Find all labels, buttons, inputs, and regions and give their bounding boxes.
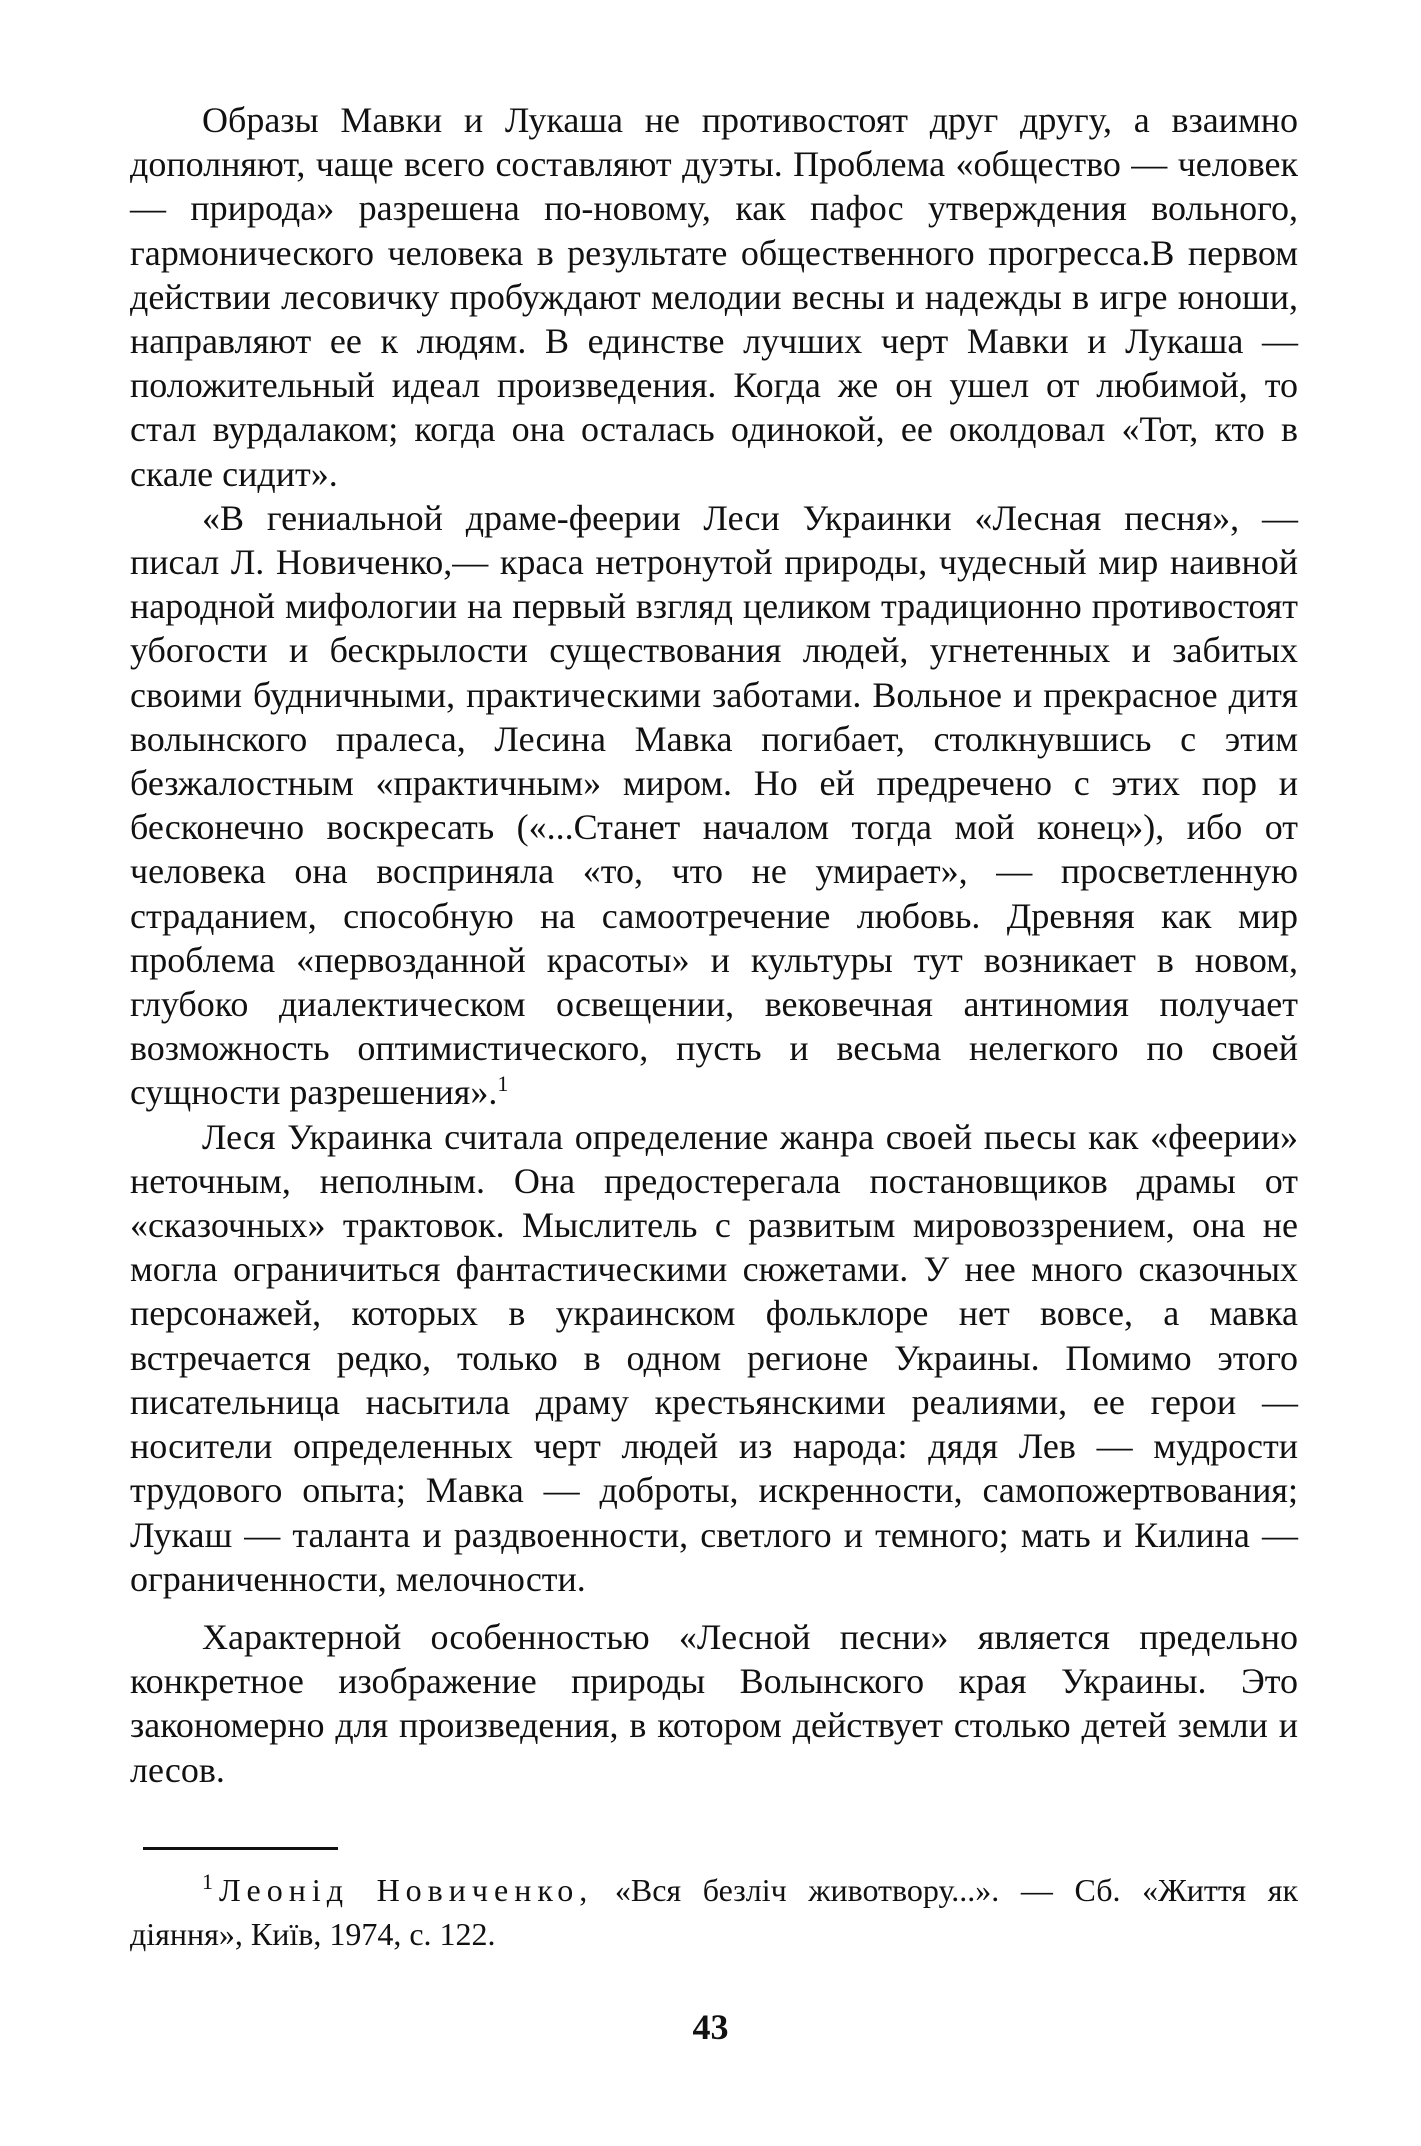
footnote-number: 1	[202, 1869, 213, 1895]
paragraph-3	[130, 1115, 1298, 1601]
paragraph-3-text: Леся Украинка считала определение жанра своей пьесы как «феерии» неточным, неполным. Она предостерегала постановщиков драмы от «сказочных» трактовок. Мыслитель с развитым мировоззрением, она не могла ограничиться фантастическими сюжетами. У нее много сказочных персонажей, которых в украинском фольклоре нет вовсе, а мавка встречается редко, только в одном регионе Украины. Помимо этого писательница насытила драму крестьянскими реалиями, ее герои — носители определенных черт людей из народа: дядя Лев — мудрости трудового опыта; Мавка — доброты, искренности, самопожертвования; Лукаш — таланта и раздвоенности, светлого и темного; мать и Килина — ограниченности, мелочности.	[130, 1116, 1298, 1599]
footnote	[130, 1868, 1298, 1956]
paragraph-1	[130, 98, 1298, 496]
paragraph-2	[130, 496, 1298, 1115]
footnote-text: «Вся безліч животвору...». — Сб. «Життя як діяння», Київ, 1974, с. 122.	[130, 1872, 1299, 1952]
footnote-divider	[143, 1847, 338, 1850]
paragraph-4-text: Характерной особенностью «Лесной песни» является предельно конкретное изображение природы Волынского края Украины. Это закономерно для произведения, в котором действует столько детей земли и лесов.	[130, 1616, 1298, 1790]
paragraph-2-text: «В гениальной драме-феерии Леси Украинки «Лесная песня», — писал Л. Новиченко,— краса нетронутой природы, чудесный мир наивной народной мифологии на первый взгляд целиком традиционно противостоят убогости и бескрылости существования людей, угнетенных и забитых своими будничными, практическими заботами. Вольное и прекрасное дитя волынского пралеса, Лесина Мавка погибает, столкнувшись с этим безжалостным «практичным» миром. Но ей предречено с этих пор и бесконечно воскресать («...Станет началом тогда мой конец»), ибо от человека она восприняла «то, что не умирает», — просветленную страданием, способную на самоотречение любовь. Древняя как мир проблема «первозданной красоты» и культуры тут возникает в новом, глубоко диалектическом освещении, вековечная антиномия получает возможность оптимистического, пусть и весьма нелегкого по своей сущности разрешения».	[130, 497, 1298, 1113]
footnote-reference[interactable]: 1	[497, 1071, 509, 1097]
page-number: 43	[692, 2007, 729, 2047]
paragraph-4	[130, 1615, 1298, 1792]
main-text	[130, 98, 1298, 1792]
paragraph-1-text: Образы Мавки и Лукаша не противостоят друг другу, а взаимно дополняют, чаще всего составляют дуэты. Проблема «общество — человек — природа» разрешена по-новому, как пафос утверждения вольного, гармонического человека в результате общественного прогресса.В первом действии лесовичку пробуждают мелодии весны и надежды в игре юноши, направляют ее к людям. В единстве лучших черт Мавки и Лукаша — положительный идеал произведения. Когда же он ушел от любимой, то стал вурдалаком; когда она осталась одинокой, ее околдовал «Тот, кто в скале сидит».	[130, 100, 1298, 494]
footnote-author: Леонід Новиченко,	[219, 1872, 594, 1908]
